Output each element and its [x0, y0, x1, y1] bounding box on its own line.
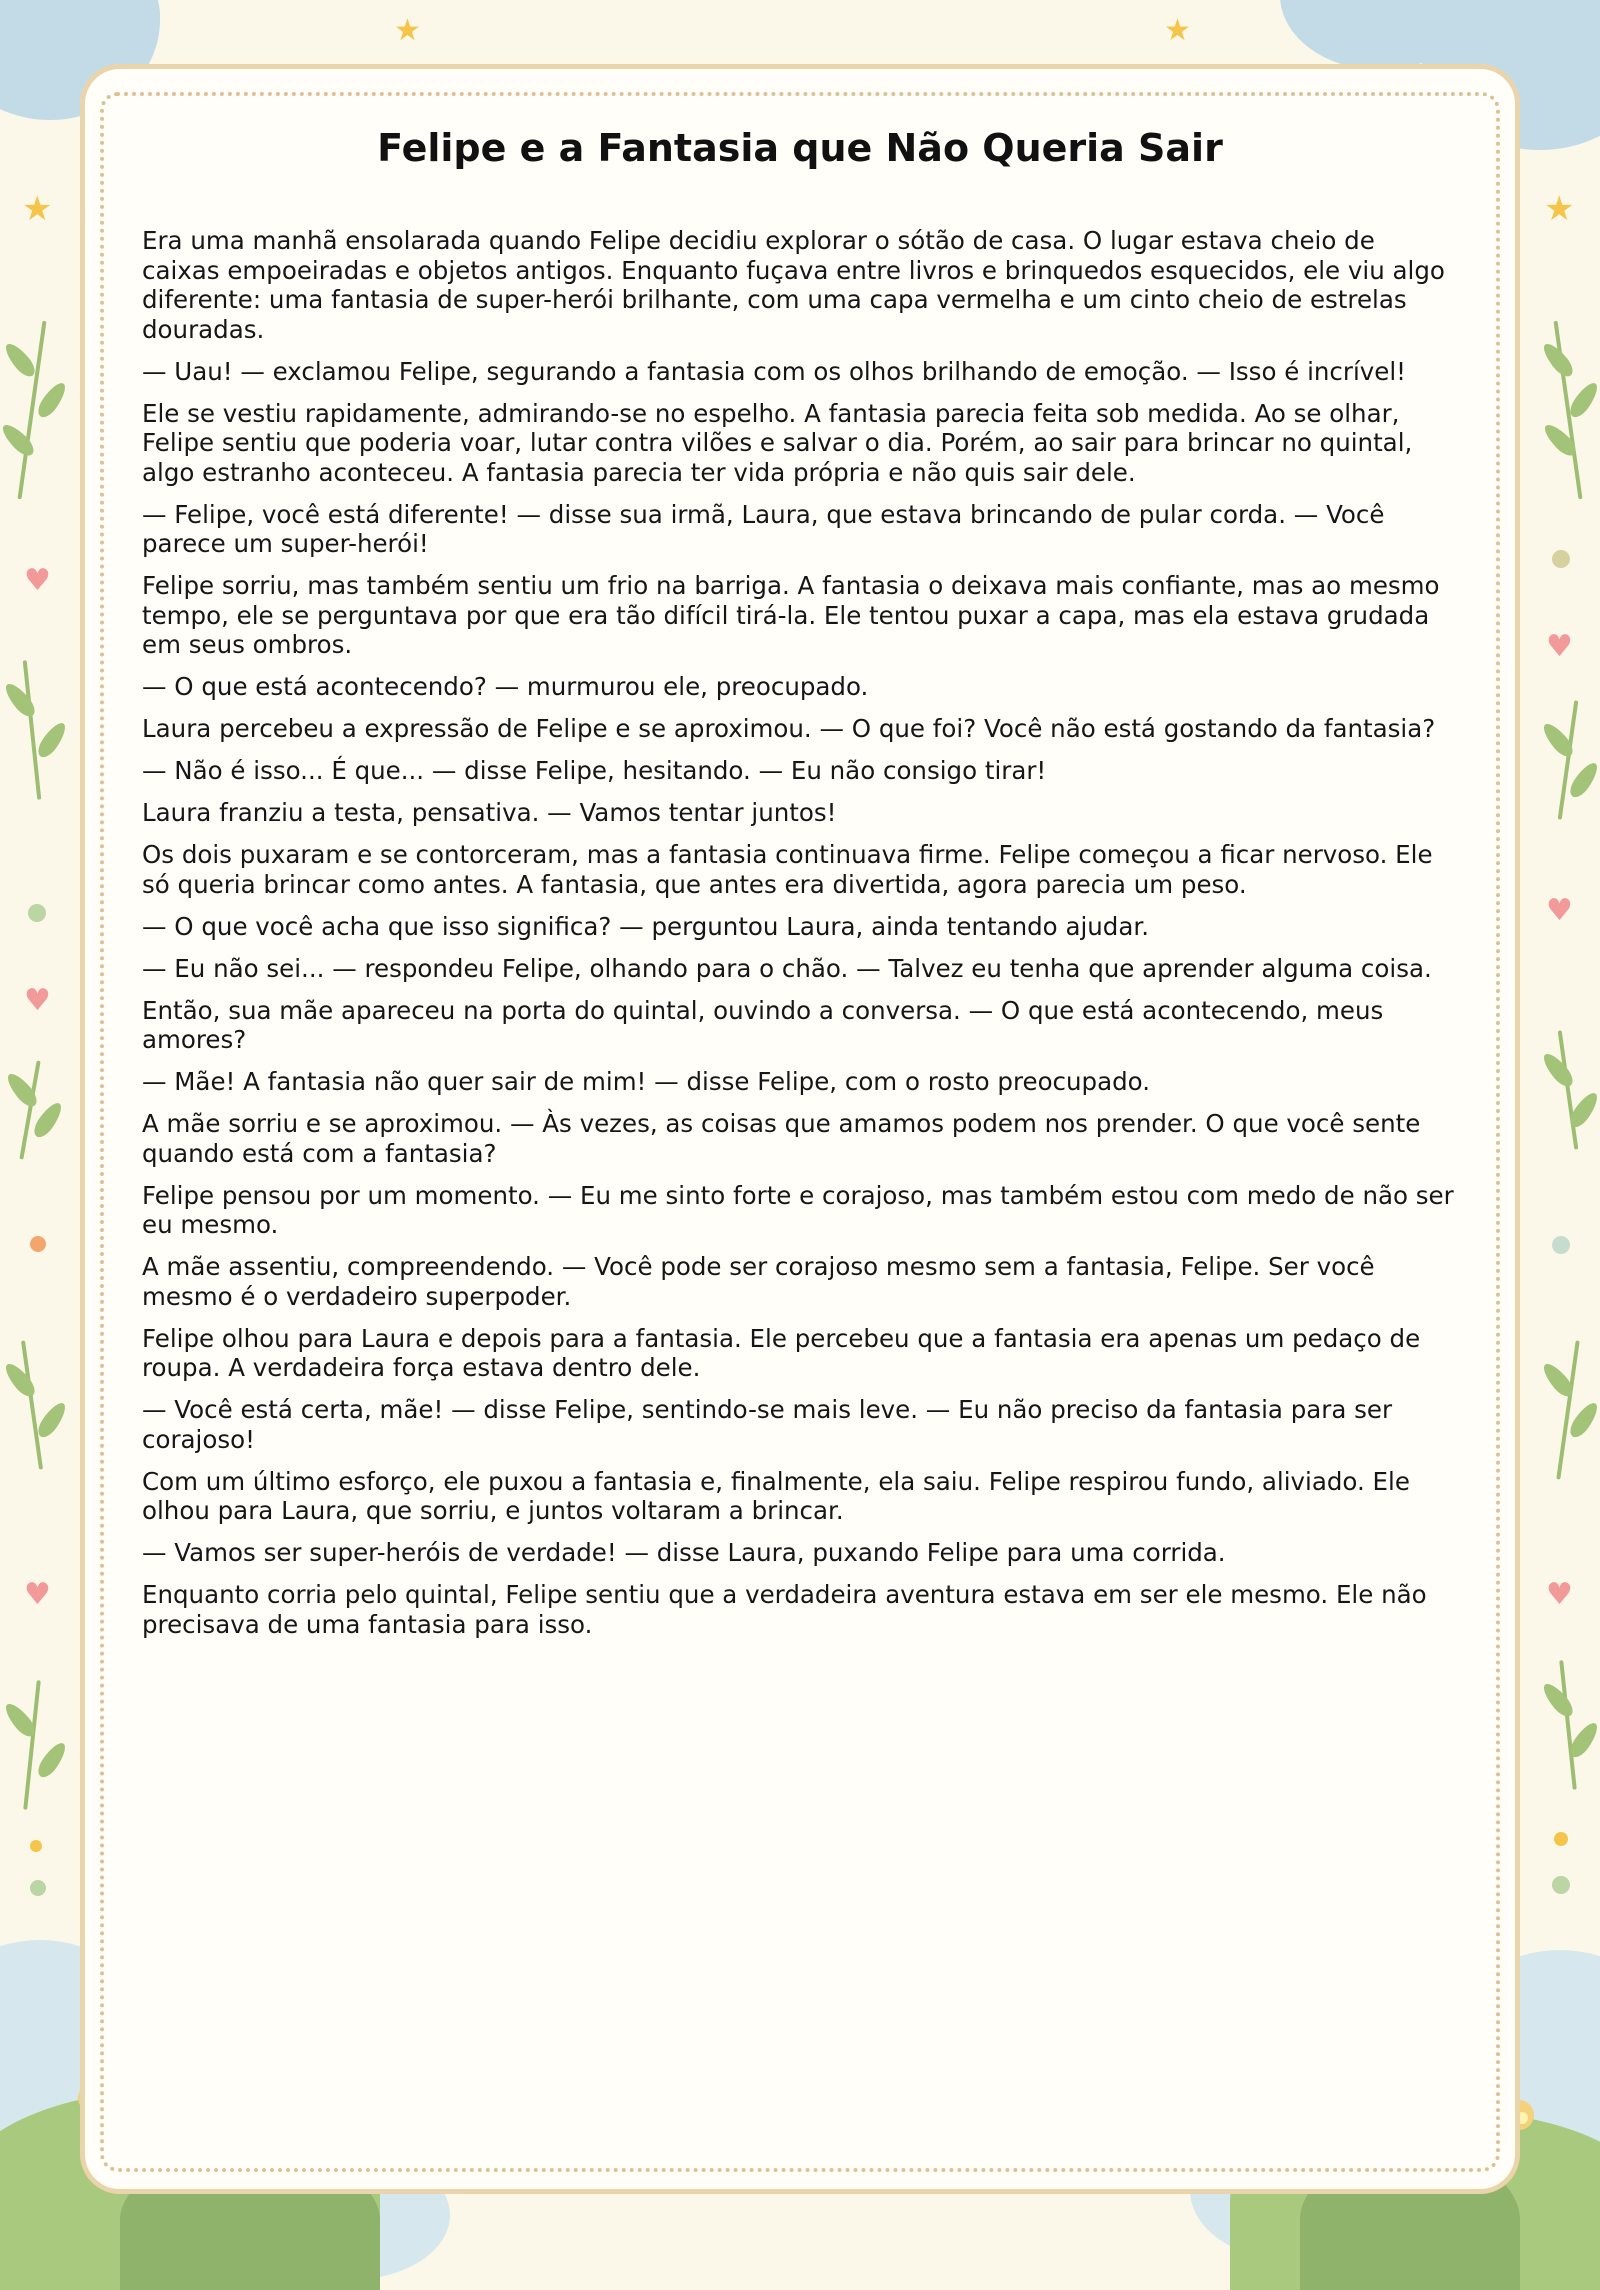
dot-decoration: [1552, 1236, 1570, 1254]
story-paragraph: Enquanto corria pelo quintal, Felipe sentiu que a verdadeira aventura estava em ser ele mesmo. Ele não precisava de uma fantasia para isso.: [142, 1580, 1427, 1639]
dot-decoration: [30, 1880, 46, 1896]
dot-decoration: [28, 904, 46, 922]
leaf-icon: [1566, 759, 1600, 801]
story-paragraph: Laura franziu a testa, pensativa. — Vamos tentar juntos!: [142, 798, 837, 827]
vine-decoration: [1558, 700, 1579, 819]
story-paragraph: A mãe assentiu, compreendendo. — Você pode ser corajoso mesmo sem a fantasia, Felipe. Ser você mesmo é o verdadeiro superpoder.: [142, 1252, 1375, 1311]
vine-decoration: [23, 1680, 41, 1810]
heart-icon: ♥: [1546, 1577, 1573, 1612]
star-icon: ★: [1544, 189, 1575, 229]
dot-decoration: [1554, 1832, 1568, 1846]
leaf-icon: [1539, 1050, 1577, 1091]
leaf-icon: [0, 420, 38, 460]
leaf-icon: [34, 719, 70, 761]
heart-icon: ♥: [24, 983, 51, 1018]
vine-decoration: [21, 1340, 43, 1469]
vine-decoration: [19, 1060, 40, 1159]
story-paragraph: Era uma manhã ensolarada quando Felipe decidiu explorar o sótão de casa. O lugar estava cheio de caixas empoeiradas e objetos antigos. Enquanto fuçava entre livros e brinquedos esquecidos, ele viu algo diferente: uma fantasia de super-herói brilhante, com uma capa vermelha e um cinto cheio de estrelas douradas.: [142, 226, 1445, 344]
leaf-icon: [34, 1739, 70, 1781]
leaf-icon: [30, 1099, 66, 1141]
heart-icon: ♥: [1546, 893, 1573, 928]
leaf-icon: [1566, 1399, 1600, 1441]
story-paragraph: Laura percebeu a expressão de Felipe e se aproximou. — O que foi? Você não está gostando da fantasia?: [142, 714, 1436, 743]
dot-decoration: [1552, 1876, 1570, 1894]
story-paragraph: — Eu não sei... — respondeu Felipe, olhando para o chão. — Talvez eu tenha que aprender alguma coisa.: [142, 953, 1432, 983]
leaf-icon: [1, 680, 39, 721]
story-paragraph: Felipe olhou para Laura e depois para a fantasia. Ele percebeu que a fantasia era apenas um pedaço de roupa. A verdadeira força estava dentro dele.: [142, 1323, 1421, 1382]
star-icon: ★: [1164, 13, 1191, 48]
story-paragraph: Então, sua mãe apareceu na porta do quintal, ouvindo a conversa. — O que está acontecendo, meus amores?: [142, 995, 1384, 1054]
leaf-icon: [34, 379, 70, 421]
story-paragraph: — Vamos ser super-heróis de verdade! — disse Laura, puxando Felipe para uma corrida.: [142, 1538, 1226, 1567]
heart-icon: ♥: [24, 1577, 51, 1612]
story-paragraph: — Uau! — exclamou Felipe, segurando a fantasia com os olhos brilhando de emoção. — Isso é incrível!: [142, 356, 1406, 386]
vine-decoration: [1559, 1660, 1577, 1790]
star-icon: ★: [394, 13, 421, 48]
heart-icon: ♥: [1546, 629, 1573, 664]
vine-decoration: [1556, 1340, 1579, 1479]
story-paragraph: — O que está acontecendo? — murmurou ele, preocupado.: [142, 672, 869, 701]
story-paragraph: A mãe sorriu e se aproximou. — Às vezes, as coisas que amamos podem nos prender. O que você sente quando está com a fantasia?: [142, 1109, 1421, 1168]
dot-decoration: [30, 1840, 42, 1852]
story-title: Felipe e a Fantasia que Não Queria Sair: [377, 126, 1223, 170]
story-body: [142, 226, 1458, 1652]
story-paragraph: Com um último esforço, ele puxou a fantasia e, finalmente, ela saiu. Felipe respirou fundo, aliviado. Ele olhou para Laura, que sorriu, e juntos voltaram a brincar.: [142, 1466, 1410, 1525]
story-paragraph: — Você está certa, mãe! — disse Felipe, sentindo-se mais leve. — Eu não preciso da fantasia para ser corajoso!: [142, 1395, 1393, 1454]
story-paragraph: — Felipe, você está diferente! — disse sua irmã, Laura, que estava brincando de pular corda. — Você parece um super-herói!: [142, 499, 1385, 558]
heart-icon: ♥: [24, 563, 51, 598]
leaf-icon: [1, 1360, 39, 1401]
story-paragraph: — Não é isso... É que... — disse Felipe, hesitando. — Eu não consigo tirar!: [142, 756, 1047, 785]
dot-decoration: [30, 1236, 46, 1252]
vine-decoration: [23, 660, 42, 800]
story-paragraph: — Mãe! A fantasia não quer sair de mim! — disse Felipe, com o rosto preocupado.: [142, 1067, 1151, 1096]
story-paragraph: Os dois puxaram e se contorceram, mas a fantasia continuava firme. Felipe começou a ficar nervoso. Ele só queria brincar como antes. A fantasia, que antes era divertida, agora parecia um peso.: [142, 840, 1433, 899]
story-paragraph: Felipe pensou por um momento. — Eu me sinto forte e corajoso, mas também estou com medo de não ser eu mesmo.: [142, 1180, 1454, 1239]
story-paragraph: Ele se vestiu rapidamente, admirando-se no espelho. A fantasia parecia feita sob medida. Ao se olhar, Felipe sentiu que poderia voar, lutar contra vilões e salvar o dia. Porém, ao sair para brincar no quintal, algo estranho aconteceu. A fantasia parecia ter vida própria e não quis sair dele.: [142, 398, 1413, 487]
leaf-icon: [1, 340, 39, 381]
vine-decoration: [1558, 1030, 1579, 1149]
leaf-icon: [34, 1399, 70, 1441]
story-paragraph: Felipe sorriu, mas também sentiu um frio na barriga. A fantasia o deixava mais confiante, mas ao mesmo tempo, ele se perguntava por que era tão difícil tirá-la. Ele tentou puxar a capa, mas ela estava grudada em seus ombros.: [142, 571, 1440, 659]
leaf-icon: [1539, 1680, 1577, 1721]
star-icon: ★: [22, 189, 53, 229]
leaf-icon: [1566, 379, 1600, 421]
dot-decoration: [1552, 550, 1570, 568]
story-paragraph: — O que você acha que isso significa? — perguntou Laura, ainda tentando ajudar.: [142, 911, 1149, 941]
